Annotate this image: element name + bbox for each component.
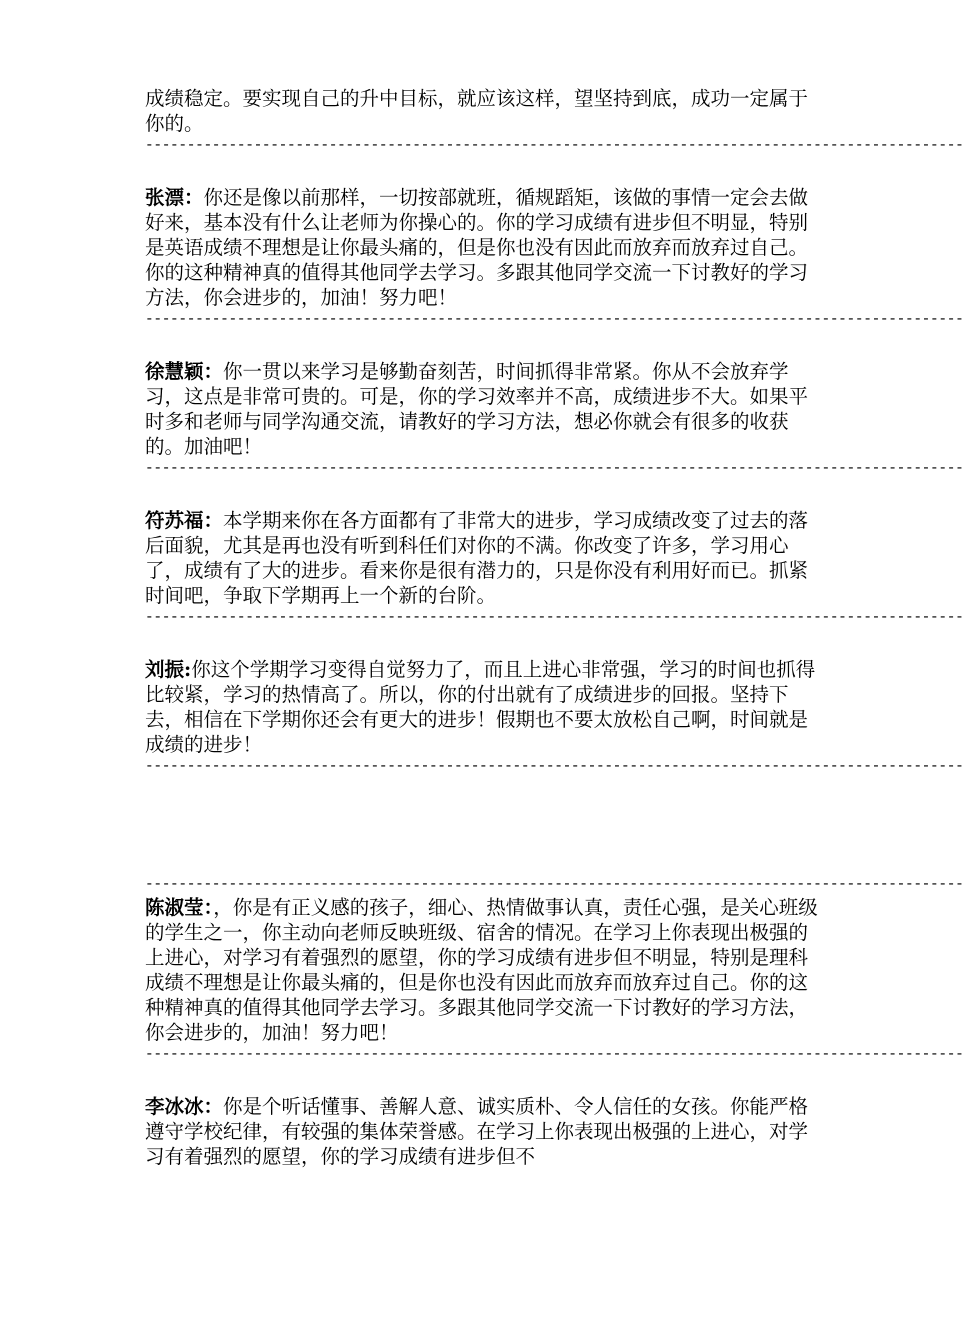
comment-paragraph: [145, 508, 825, 608]
comment-text: 你是个听话懂事、善解人意、诚实质朴、令人信任的女孩。你能严格遵守学校纪律，有较强的集体荣誉感。在学习上你表现出极强的上进心，对学习有着强烈的愿望，你的学习成绩有进步但不: [145, 1095, 809, 1168]
divider: --------------------------------------------------------------------------------------------------: [145, 138, 963, 154]
divider: --------------------------------------------------------------------------------------------------: [145, 312, 963, 328]
comment-text: 本学期来你在各方面都有了非常大的进步，学习成绩改变了过去的落后面貌，尤其是再也没有听到科任们对你的不满。你改变了许多，学习用心了，成绩有了大的进步。看来你是很有潜力的，只是你没有利用好而已。抓紧时间吧，争取下学期再上一个新的台阶。: [145, 509, 809, 607]
comment-text: 你一贯以来学习是够勤奋刻苦，时间抓得非常紧。你从不会放弃学习，这点是非常可贵的。可是，你的学习效率并不高，成绩进步不大。如果平时多和老师与同学沟通交流，请教好的学习方法，想必你就会有很多的收获的。加油吧！: [145, 360, 809, 458]
divider: --------------------------------------------------------------------------------------------------: [145, 1047, 963, 1063]
comment-paragraph: [145, 657, 825, 757]
comment-paragraph: [145, 1094, 825, 1169]
comment-paragraph: [145, 185, 825, 310]
comment-text: ，你是有正义感的孩子，细心、热情做事认真，责任心强，是关心班级的学生之一，你主动向老师反映班级、宿舍的情况。在学习上你表现出极强的上进心，对学习有着强烈的愿望，你的学习成绩有进步但不明显，特别是理科成绩不理想是让你最头痛的，但是你也没有因此而放弃而放弃过自己。你的这种精神真的值得其他同学去学习。多跟其他同学交流一下讨教好的学习方法，你会进步的，加油！努力吧！: [145, 896, 818, 1044]
student-name: 张漂：: [145, 186, 204, 209]
student-name: 刘振:: [145, 658, 192, 681]
spacer: [145, 777, 825, 875]
spacer: [145, 330, 825, 359]
spacer: [145, 1065, 825, 1094]
divider: --------------------------------------------------------------------------------------------------: [145, 610, 963, 626]
comment-text: 你这个学期学习变得自觉努力了，而且上进心非常强，学习的时间也抓得比较紧，学习的热情高了。所以，你的付出就有了成绩进步的回报。坚持下去，相信在下学期你还会有更大的进步！假期也不要太放松自己啊，时间就是成绩的进步！: [145, 658, 816, 756]
spacer: [145, 628, 825, 657]
spacer: [145, 479, 825, 508]
divider: --------------------------------------------------------------------------------------------------: [145, 877, 963, 893]
student-name: 符苏福：: [145, 509, 224, 532]
student-name: 徐慧颖：: [145, 360, 224, 383]
divider: --------------------------------------------------------------------------------------------------: [145, 759, 963, 775]
spacer: [145, 156, 825, 185]
comment-paragraph: [145, 895, 825, 1045]
student-name: 陈淑莹：: [145, 896, 214, 919]
comment-paragraph: [145, 359, 825, 459]
divider: --------------------------------------------------------------------------------------------------: [145, 461, 963, 477]
student-name: 李冰冰：: [145, 1095, 224, 1118]
intro-paragraph: 成绩稳定。要实现自己的升中目标，就应该这样，望坚持到底，成功一定属于你的。: [145, 87, 809, 135]
comment-text: 你还是像以前那样，一切按部就班，循规蹈矩，该做的事情一定会去做好来，基本没有什么让老师为你操心的。你的学习成绩有进步但不明显，特别是英语成绩不理想是让你最头痛的，但是你也没有因此而放弃而放弃过自己。你的这种精神真的值得其他同学去学习。多跟其他同学交流一下讨教好的学习方法，你会进步的，加油！努力吧！: [145, 186, 809, 309]
document-page: [145, 86, 963, 1169]
